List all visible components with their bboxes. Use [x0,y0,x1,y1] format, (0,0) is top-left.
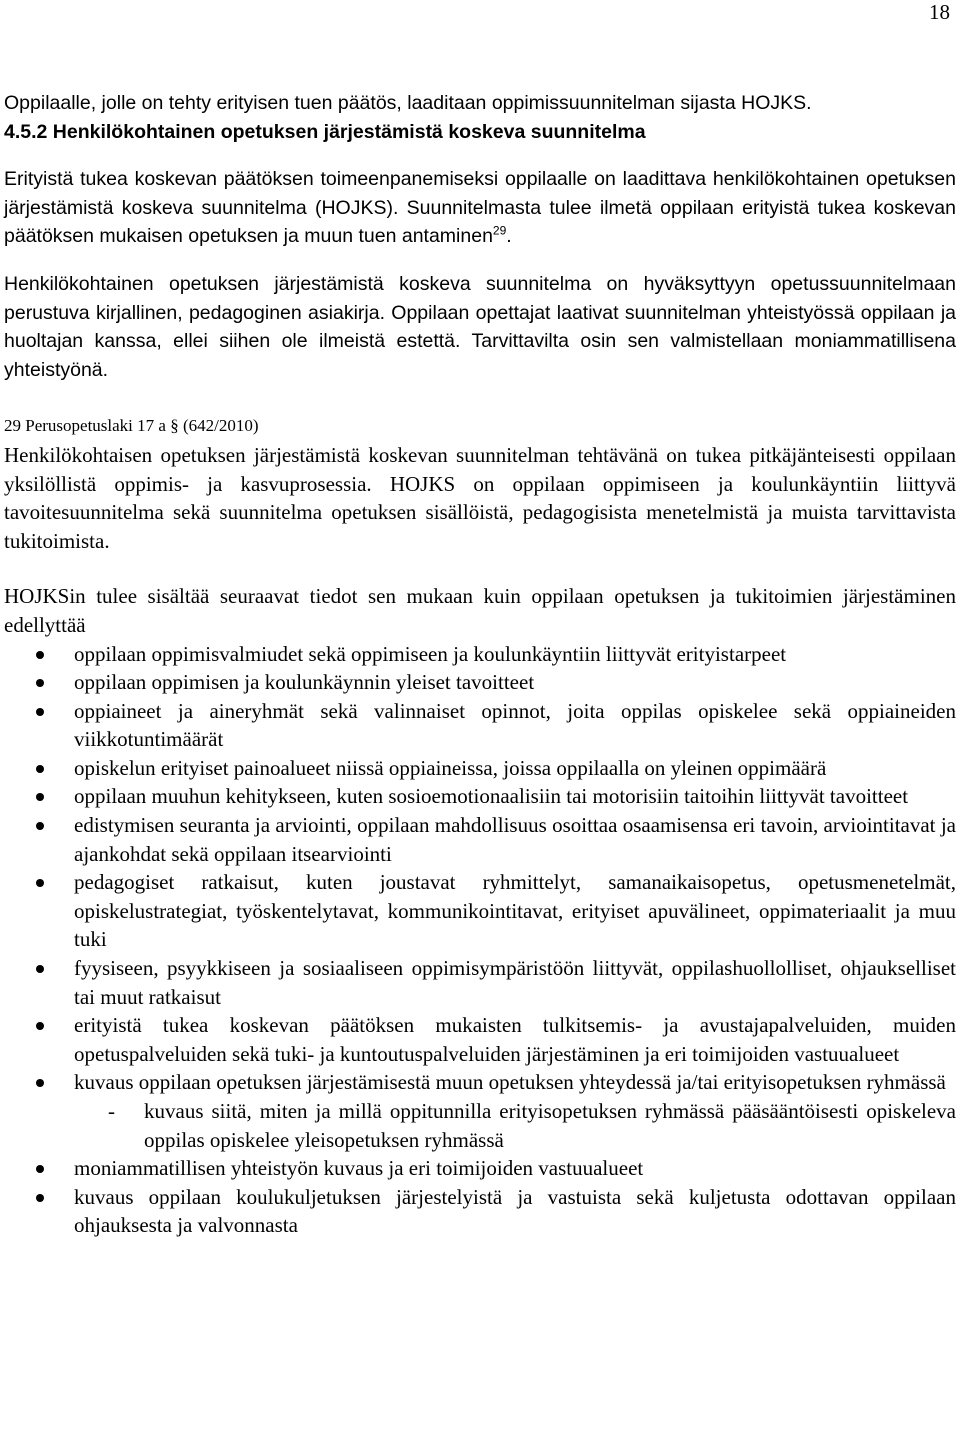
list-item-text: oppilaan oppimisen ja koulunkäynnin yleiset tavoitteet [74,670,535,695]
bullet-icon [36,879,44,887]
footnote-label: 29 Perusopetuslaki 17 a § (642/2010) [4,416,259,436]
list-item-text: kuvaus oppilaan opetuksen järjestämisestä muun opetuksen yhteydessä ja/tai erityisopetuksen ryhmässä [74,1070,946,1095]
footnote-reference: 29 [492,223,507,238]
intro-paragraph: Oppilaalle, jolle on tehty erityisen tuen päätös, laaditaan oppimissuunnitelman sijasta HOJKS. [4,92,812,114]
hojks-contents-list [4,640,956,1240]
page-content [4,89,956,1240]
list-intro: HOJKSin tulee sisältää seuraavat tiedot sen mukaan kuin oppilaan opetuksen ja tukitoimien järjestäminen edellyttää [4,584,956,637]
list-item-text: opiskelun erityiset painoalueet niissä oppiaineissa, joissa oppilaalla on yleinen oppimäärä [74,755,827,780]
sub-list-item-text: kuvaus siitä, miten ja millä oppitunnilla erityisopetuksen ryhmässä pääsääntöisesti opiskeleva oppilas opiskelee yleisopetuksen ryhmässä [144,1099,956,1152]
dash-marker: - [108,1099,115,1123]
list-item-text: erityistä tukea koskevan päätöksen mukaisten tulkitsemis- ja avustajapalveluiden, muiden opetuspalveluiden sekä tuki- ja kuntoutuspalveluiden järjestäminen ja eri toimijoiden vastuualueet [74,1013,956,1066]
bullet-icon [36,1194,44,1202]
list-item-text: oppilaan oppimisvalmiudet sekä oppimiseen ja koulunkäyntiin liittyvät erityistarpeet [74,641,787,666]
list-item [4,640,956,669]
bullet-icon [36,793,44,801]
list-item-text: fyysiseen, psyykkiseen ja sosiaaliseen oppimisympäristöön liittyvät, oppilashuollolliset, ohjaukselliset tai muut ratkaisut [74,956,956,1009]
paragraph-end-punctuation: . [506,225,512,248]
paragraph-hojks-requirement-text: Erityistä tukea koskevan päätöksen toimeenpanemiseksi oppilaalle on laadittava henkilökohtainen opetuksen järjestämistä koskeva suunnitelma (HOJKS). Suunnitelmasta tulee ilmetä oppilaan erityistä tukea koskevan päätöksen mukaisen opetuksen ja muun tuen antaminen [4,168,956,248]
list-item-text: edistymisen seuranta ja arviointi, oppilaan mahdollisuus osoittaa osaamisensa eri tavoin, arviointitavat ja ajankohdat sekä oppilaan itsearviointi [74,813,956,866]
bullet-icon [36,1165,44,1173]
section-heading: 4.5.2 Henkilökohtainen opetuksen järjestämistä koskeva suunnitelma [4,120,646,143]
list-item-text: oppiaineet ja aineryhmät sekä valinnaiset opinnot, joita oppilas opiskelee sekä oppiaineiden viikkotuntimäärät [74,698,956,752]
bullet-icon [36,1079,44,1087]
list-item [4,754,956,783]
bullet-icon [36,822,44,830]
bullet-icon [36,708,44,716]
list-item [4,1068,956,1154]
bullet-icon [36,651,44,659]
list-item [4,811,956,868]
list-item [4,1011,956,1068]
page-number: 18 [929,0,950,24]
list-item [4,1183,956,1240]
bullet-icon [36,679,44,687]
bullet-icon [36,965,44,973]
list-item-text: oppilaan muuhun kehitykseen, kuten sosioemotionaalisiin tai motorisiin taitoihin liittyvät tavoitteet [74,784,909,809]
footnote-text: Henkilökohtaisen opetuksen järjestämistä koskevan suunnitelman tehtävänä on tukea pitkäjänteisesti oppilaan yksilöllistä oppimis- ja kasvuprosessia. HOJKS on oppilaan oppimiseen ja koulunkäyntiin liittyvä tavoitesuunnitelma sekä suunnitelma opetuksen sisällöistä, pedagogisista menetelmistä ja muista tarvittavista tukitoimista. [4,442,956,553]
list-item-text: kuvaus oppilaan koulukuljetuksen järjestelyistä ja vastuista sekä kuljetusta odottavan oppilaan ohjauksesta ja valvonnasta [74,1184,956,1238]
bullet-icon [36,1022,44,1030]
list-item-text: moniammatillisen yhteistyön kuvaus ja eri toimijoiden vastuualueet [74,1156,644,1181]
paragraph-plan-definition: Henkilökohtainen opetuksen järjestämistä koskeva suunnitelma on hyväksyttyyn opetussuunnitelmaan perustuva kirjallinen, pedagoginen asiakirja. Oppilaan opettajat laativat suunnitelman yhteistyössä oppilaan ja huoltajan kanssa, ellei siihen ole ilmeistä estettä. Tarvittavilta osin sen valmistellaan moniammatillisena yhteistyönä. [4,272,956,381]
list-item [4,782,956,811]
list-item-text: pedagogiset ratkaisut, kuten joustavat ryhmittelyt, samanaikaisopetus, opetusmenetelmät, opiskelustrategiat, työskentelytavat, kommunikointitavat, erityiset apuvälineet, oppimateriaalit ja muu tuki [74,870,956,952]
paragraph-hojks-requirement [4,165,956,251]
footnote-block [4,412,956,555]
list-item [4,1154,956,1183]
sub-list [74,1097,956,1154]
list-item [4,668,956,697]
bullet-icon [36,765,44,773]
list-item [4,868,956,954]
list-item [4,954,956,1011]
list-item [4,697,956,754]
sub-list-item [74,1097,956,1154]
